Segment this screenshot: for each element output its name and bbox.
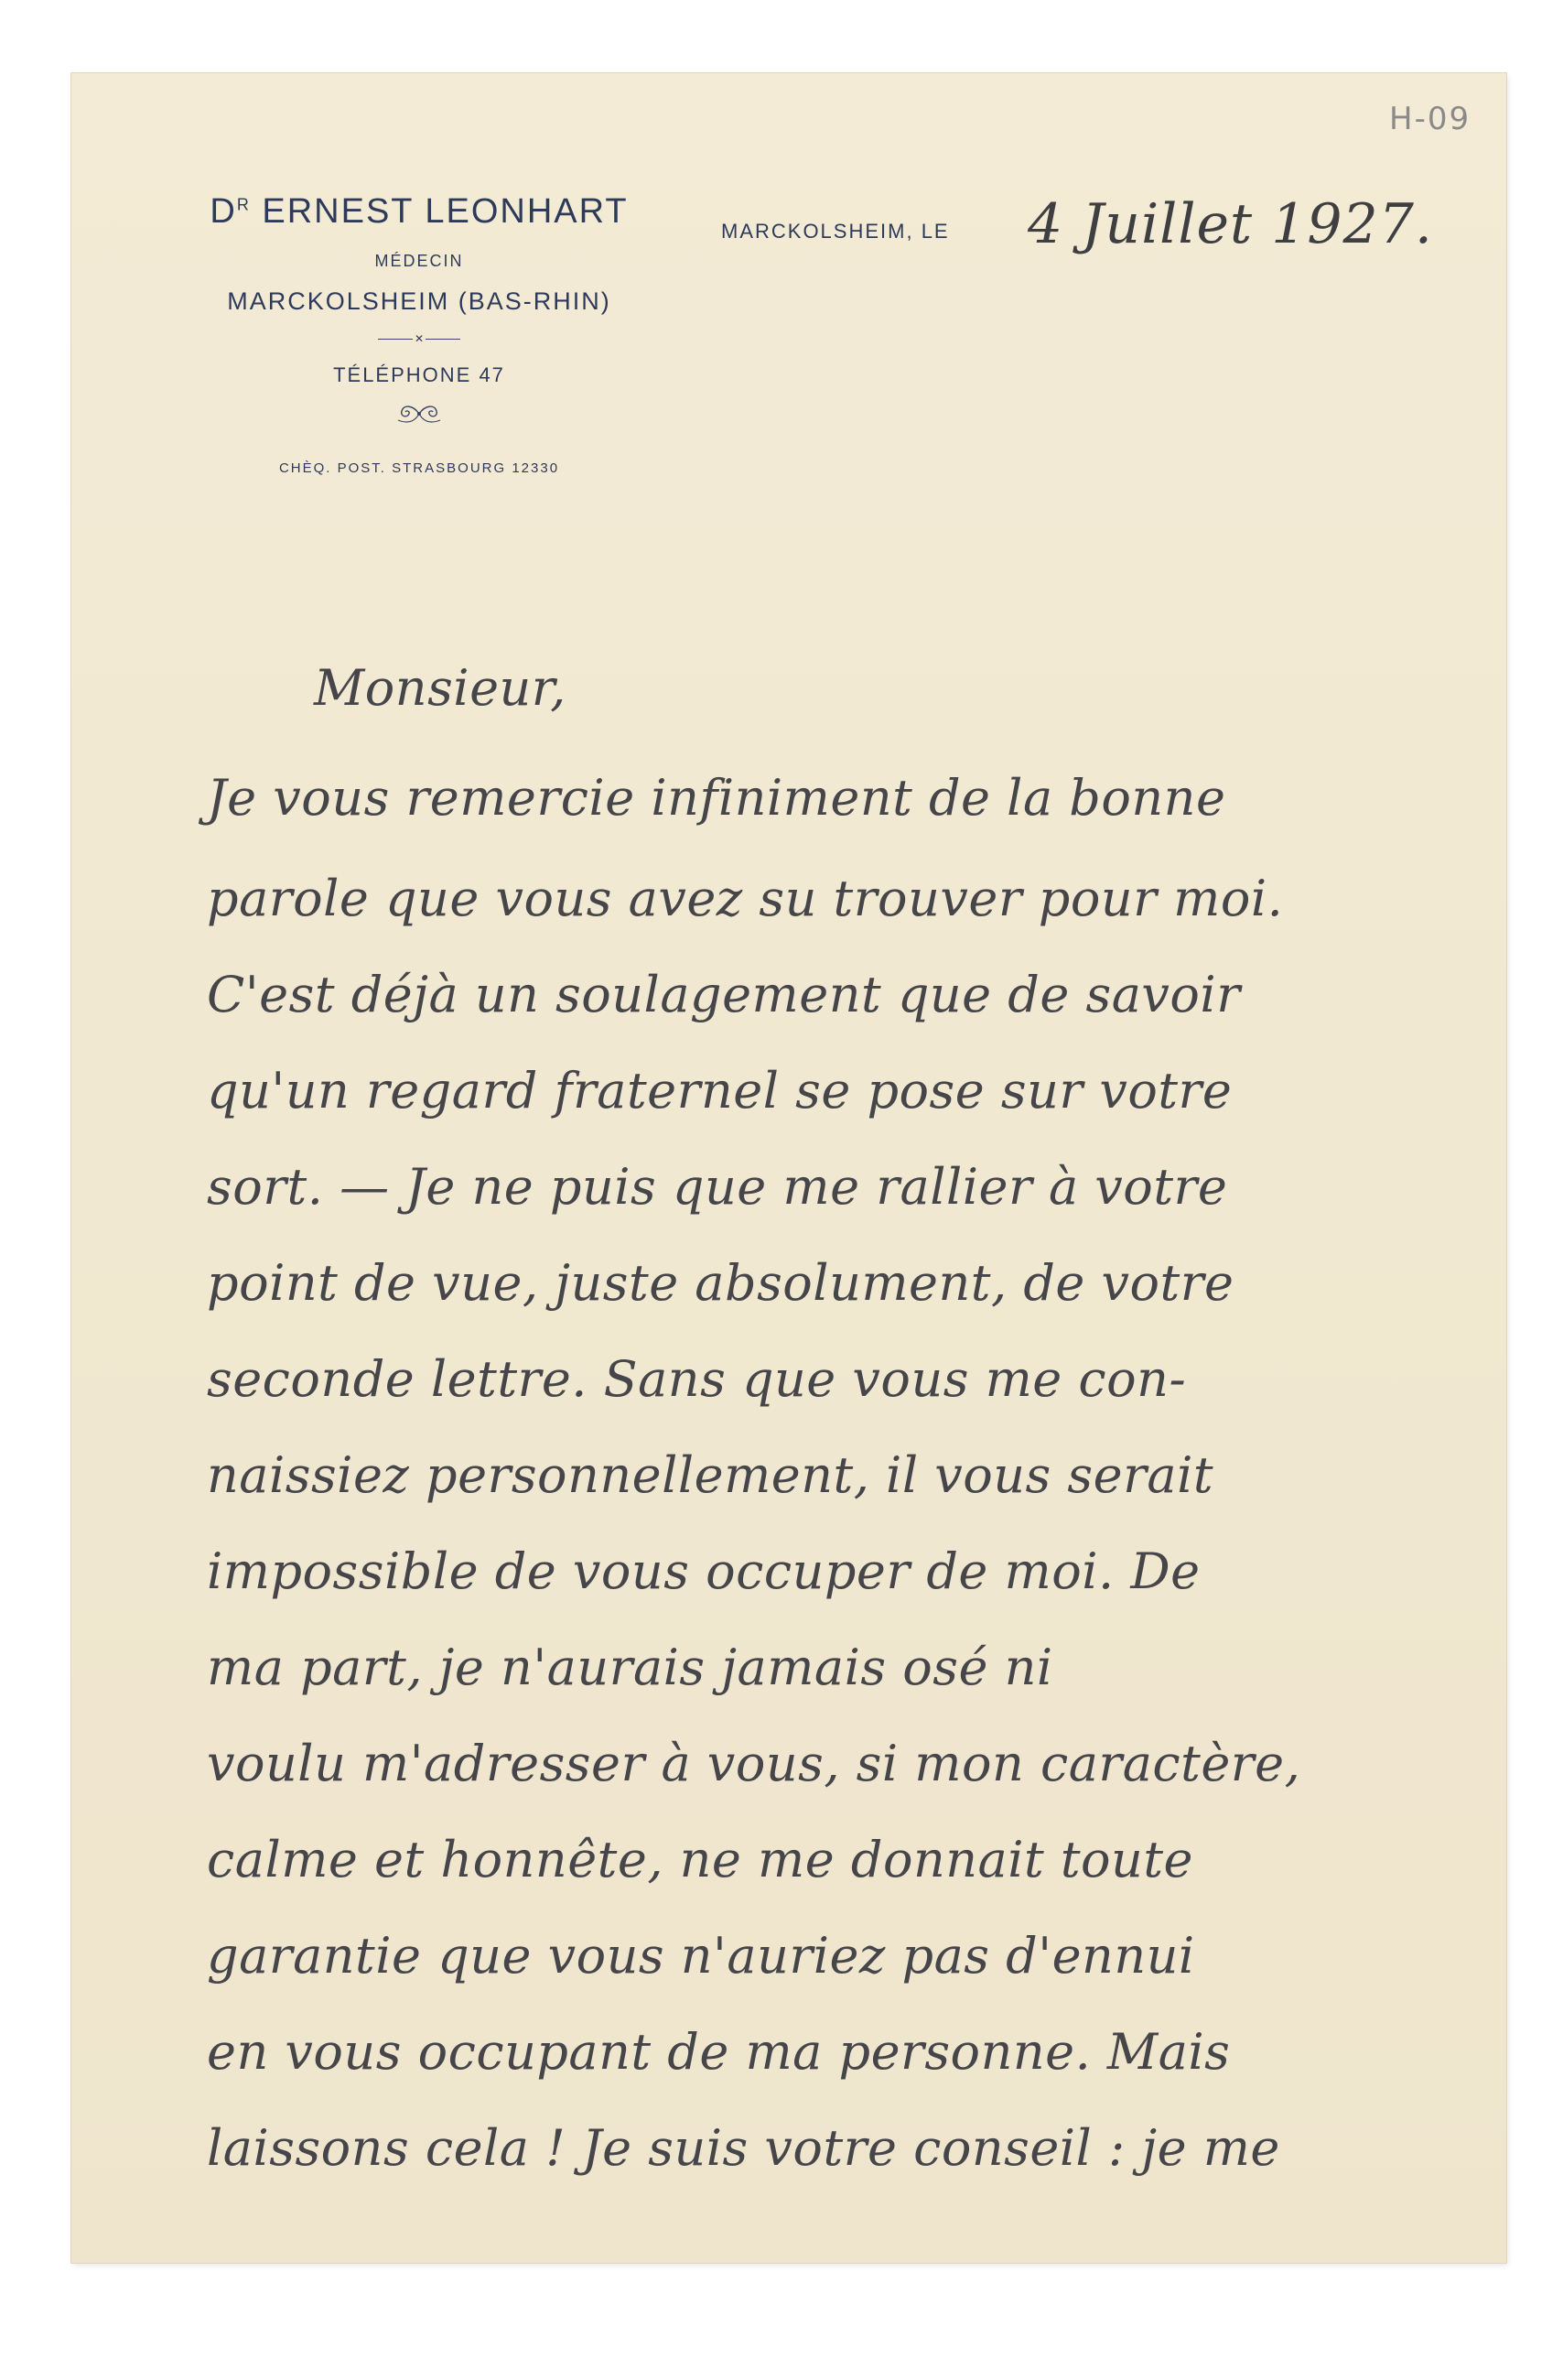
letterhead-name-line: [135, 192, 703, 232]
flourish-ornament-icon: [378, 400, 460, 427]
letterhead: [135, 192, 703, 476]
letter-line: sort. — Je ne puis que me rallier à votre: [207, 1158, 1228, 1216]
letterhead-profession: MÉDECIN: [374, 252, 464, 270]
handwritten-date: 4 Juillet 1927.: [1028, 192, 1433, 256]
letter-line: laissons cela ! Je suis votre conseil : je me: [207, 2119, 1280, 2177]
letter-line: garantie que vous n'auriez pas d'ennui: [207, 1927, 1195, 1985]
letter-line: naissiez personnellement, il vous serait: [207, 1446, 1214, 1504]
letter-line: seconde lettre. Sans que vous me con-: [207, 1350, 1187, 1408]
archive-mark: H-09: [1389, 101, 1471, 137]
letter-line: impossible de vous occuper de moi. De: [207, 1542, 1201, 1600]
letter-line: en vous occupant de ma personne. Mais: [207, 2023, 1231, 2081]
letter-line: calme et honnête, ne me donnait toute: [207, 1831, 1193, 1888]
letterhead-divider: [378, 332, 460, 345]
letter-line: C'est déjà un soulagement que de savoir: [207, 966, 1241, 1023]
letter-line: ma part, je n'aurais jamais osé ni: [207, 1639, 1053, 1696]
letterhead-doctor-name: ERNEST LEONHART: [262, 192, 629, 231]
letter-line: voulu m'adresser à vous, si mon caractère,: [207, 1735, 1301, 1792]
letter-line: qu'un regard fraternel se pose sur votre: [207, 1062, 1233, 1120]
letterhead-postal-cheque: CHÈQ. POST. STRASBOURG 12330: [278, 460, 560, 476]
divider-ornament-icon: ✕: [415, 332, 425, 345]
letter-line: point de vue, juste absolument, de votre: [207, 1254, 1234, 1312]
letterhead-city: MARCKOLSHEIM (BAS-RHIN): [227, 287, 611, 315]
place-label: MARCKOLSHEIM, LE: [721, 220, 950, 243]
letter-line: parole que vous avez su trouver pour moi.: [207, 870, 1284, 927]
letter-line: Je vous remercie infiniment de la bonne: [207, 769, 1226, 827]
letter-page: [71, 73, 1506, 2263]
letterhead-phone: TÉLÉPHONE 47: [333, 363, 505, 386]
letterhead-title: $D^R$: [210, 192, 251, 231]
salutation: Monsieur,: [314, 659, 566, 717]
